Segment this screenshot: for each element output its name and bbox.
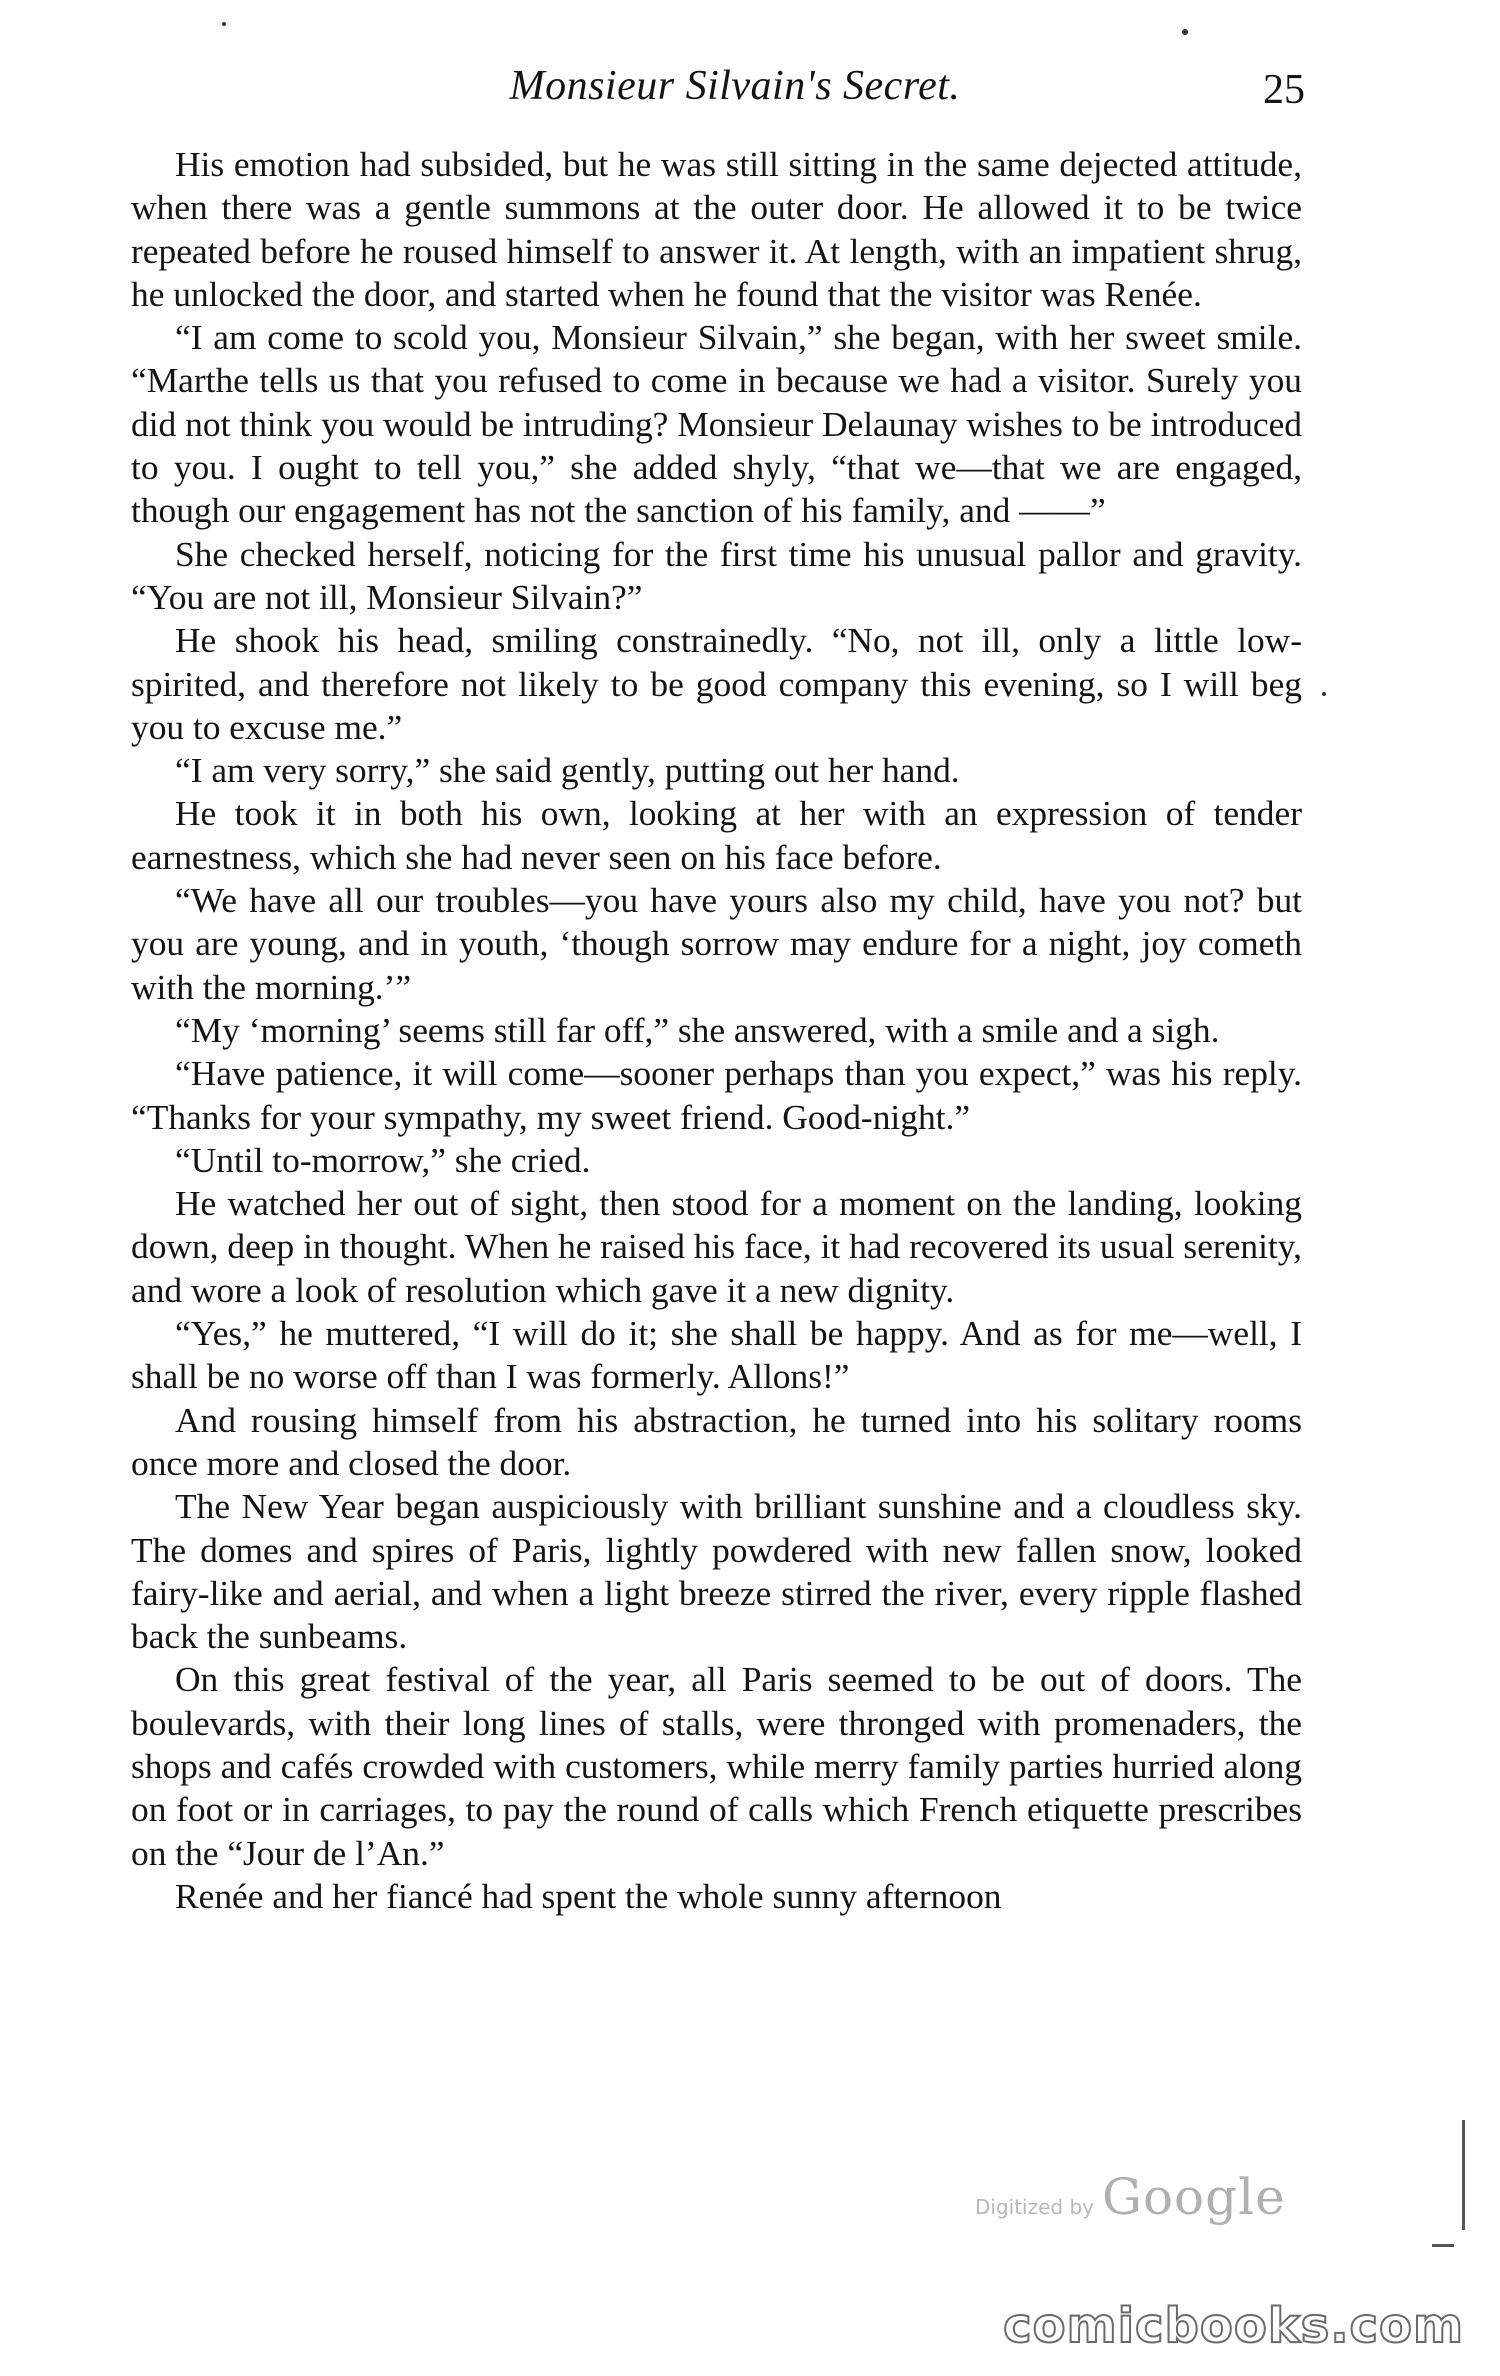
paragraph: And rousing himself from his abstraction, he turned into his solitary rooms once more and closed the door. xyxy=(131,1399,1302,1483)
paragraph: He shook his head, smiling constrainedly. “No, not ill, only a little low-spirited, and therefore not likely to be good company this evening, so I will beg you to excuse me.” xyxy=(131,620,1302,747)
paragraph: “I am come to scold you, Monsieur Silvain,” she began, with her sweet smile. “Marthe tells us that you refused to come in because we had a visitor. Surely you did not think you would be intruding? Monsieur Delaunay wishes to be introduced to you. I ought to tell you,” she added shyly, “that we—that we are engaged, though our engagement has not the sanction of his family, and ——” xyxy=(131,317,1302,531)
paragraph: “I am very sorry,” she said gently, putting out her hand. xyxy=(175,750,960,791)
running-title: Monsieur Silvain's Secret. xyxy=(509,63,961,109)
paragraph: “Yes,” he muttered, “I will do it; she shall be happy. And as for me—well, I shall be no worse off than I was formerly. Allons!” xyxy=(131,1313,1302,1397)
paragraph: He took it in both his own, looking at her with an expression of tender earnestness, which she had never seen on his face before. xyxy=(131,793,1302,877)
ink-speck xyxy=(222,22,226,26)
digitized-by-google xyxy=(975,2168,1286,2226)
paragraph: He watched her out of sight, then stood for a moment on the landing, looking down, deep in thought. When he raised his face, it had recovered its usual serenity, and wore a look of resolution which gave it a new dignity. xyxy=(131,1183,1302,1310)
paragraph: The New Year began auspiciously with brilliant sunshine and a cloudless sky. The domes and spires of Paris, lightly powdered with new fallen snow, looked fairy-like and aerial, and when a light breeze stirred the river, every ripple flashed back the sunbeams. xyxy=(131,1486,1302,1657)
paragraph: His emotion had subsided, but he was still sitting in the same dejected attitude, when there was a gentle summons at the outer door. He allowed it to be twice repeated before he roused himself to answer it. At length, with an impatient shrug, he unlocked the door, and started when he found that the visitor was Renée. xyxy=(131,144,1302,314)
edge-mark xyxy=(1432,2244,1454,2247)
paragraph: On this great festival of the year, all Paris seemed to be out of doors. The boulevards, with their long lines of stalls, were thronged with promenaders, the shops and cafés crowded with customers, while merry family parties hurried along on foot or in carriages, to pay the round of calls which French etiquette prescribes on the “Jour de l’An.” xyxy=(131,1659,1302,1873)
paragraph: “Have patience, it will come—sooner perhaps than you expect,” was his reply. “Thanks for your sympathy, my sweet friend. Good-night.” xyxy=(131,1053,1302,1137)
edge-mark xyxy=(1462,2120,1465,2230)
google-logo: Google xyxy=(1102,2168,1286,2226)
ink-speck xyxy=(1182,29,1188,35)
paragraph: “Until to-morrow,” she cried. xyxy=(175,1139,591,1180)
paragraph: “My ‘morning’ seems still far off,” she answered, with a smile and a sigh. xyxy=(175,1009,1220,1050)
body-text xyxy=(131,143,1302,1918)
running-head xyxy=(165,62,1305,122)
page-number: 25 xyxy=(1263,67,1305,113)
ink-speck xyxy=(1322,692,1326,696)
site-watermark: comicbooks.com xyxy=(1003,2298,1464,2354)
paragraph: She checked herself, noticing for the first time his unusual pallor and gravity. “You are not ill, Monsieur Silvain?” xyxy=(131,533,1302,617)
paragraph: “We have all our troubles—you have yours also my child, have you not? but you are young, and in youth, ‘though sorrow may endure for a night, joy cometh with the morning.’” xyxy=(131,880,1302,1007)
paragraph: Renée and her fiancé had spent the whole sunny afternoon xyxy=(175,1875,1002,1916)
digitized-label: Digitized by xyxy=(975,2195,1094,2219)
